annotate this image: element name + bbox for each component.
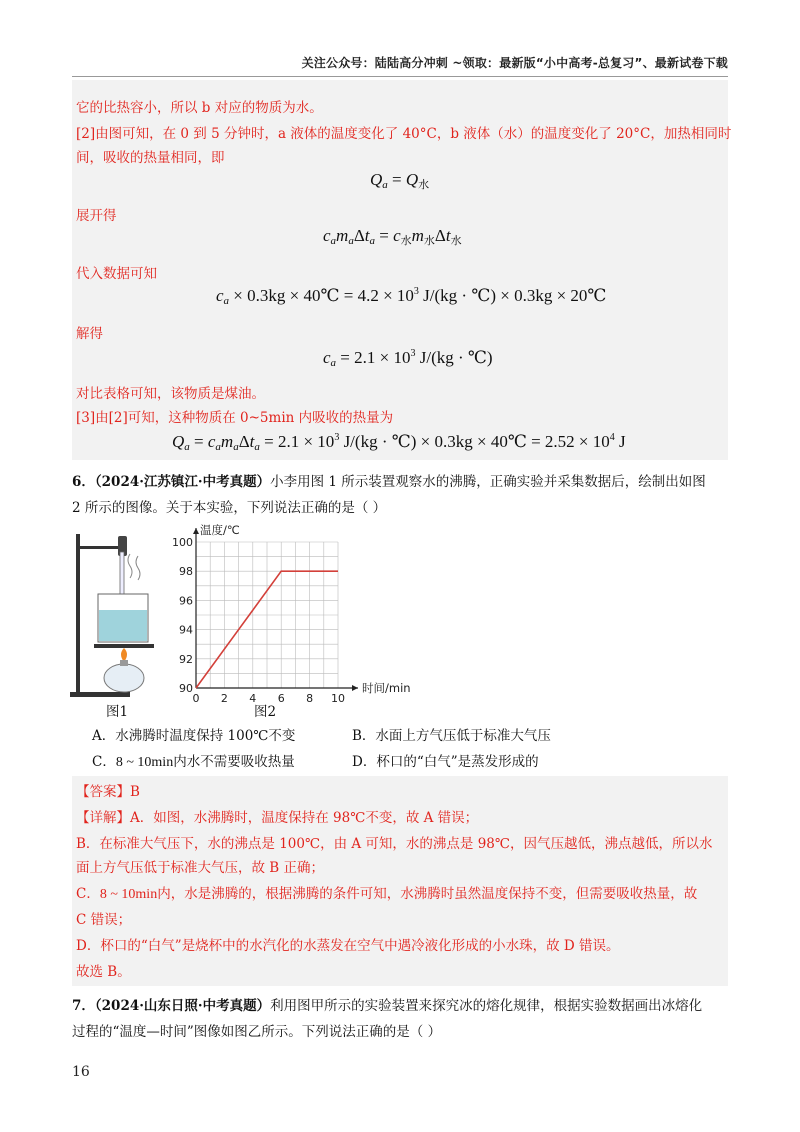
x-axis-arrow	[352, 685, 358, 691]
question-6-stem-line-1	[72, 470, 706, 490]
detail-line-b1: B．在标准大气压下，水的沸点是 100℃，由 A 可知，水的沸点是 98℃，因气压越低，沸点越低，所以水	[76, 836, 713, 852]
answer-line-7: 对比表格可知，该物质是煤油。	[76, 386, 265, 402]
equation-2: $c_am_a\Delta t_a = c_水m_水\Delta t_水$	[323, 226, 462, 247]
clamp-arm	[78, 546, 124, 549]
x-tick-label: 4	[249, 692, 257, 705]
detail-line-c1	[76, 882, 697, 903]
question-6-stem-line-2: 2 所示的图像。关于本实验，下列说法正确的是（ ）	[72, 500, 387, 516]
detail-line-c2: C 错误；	[76, 912, 132, 928]
x-tick-label: 2	[220, 692, 228, 705]
question-text: 利用图甲所示的实验装置来探究冰的熔化规律，根据实验数据画出冰熔化	[270, 998, 703, 1014]
figure-1-label: 图1	[106, 704, 129, 720]
answer-line-6: 解得	[76, 326, 103, 342]
option-c-range: 8 ~ 10min	[115, 755, 174, 770]
answer-line-2: [2]由图可知，在 0 到 5 分钟时，a 液体的温度变化了 40°C，b 液体（水）的温度变化了 20°C，加热相同时	[76, 126, 732, 142]
conclusion-line: 故选 B。	[76, 964, 131, 980]
equation-3: $c_a \times 0.3kg$ × 40℃ = $4.2 \times 10^3$ J/(kg · ℃) × 0.3kg × 20℃	[216, 286, 607, 307]
answer-line-8: [3]由[2]可知，这种物质在 0~5min 内吸收的热量为	[76, 410, 394, 426]
question-text: 小李用图 1 所示装置观察水的沸腾，正确实验并采集数据后，绘制出如图	[270, 474, 706, 490]
page-number: 16	[72, 1064, 90, 1080]
question-7-stem-line-1	[72, 994, 702, 1014]
detail-a-text: A．如图，水沸腾时，温度保持在 98℃不变，故 A 错误；	[130, 810, 479, 826]
option-b[interactable]: B．水面上方气压低于标准大气压	[352, 728, 551, 744]
x-axis-label: 时间/min	[362, 681, 411, 695]
question-7-stem-line-2: 过程的“温度—时间”图像如图乙所示。下列说法正确的是（ ）	[72, 1024, 442, 1040]
y-tick-label: 92	[179, 652, 193, 666]
question-source: （2024·江苏镇江·中考真题）	[94, 474, 271, 490]
page-header: 关注公众号：陆陆高分冲刺 ~领取：最新版“小中高考-总复习”、最新试卷下载	[301, 56, 728, 70]
steam-wisp	[136, 556, 140, 580]
x-tick-label: 10	[331, 692, 345, 705]
detail-line-b2: 面上方气压低于标准大气压，故 B 正确；	[76, 860, 325, 876]
figure-2-label: 图2	[254, 704, 277, 720]
option-a[interactable]: A．水沸腾时温度保持 100℃不变	[92, 728, 296, 744]
x-tick-label: 0	[192, 692, 200, 705]
detail-tag: 【详解】	[76, 810, 130, 826]
question-number: 6．	[72, 474, 95, 490]
detail-line-d: D．杯口的“白气”是烧杯中的水汽化的水蒸发在空气中遇冷液化形成的小水珠，故 D 错误。	[76, 938, 620, 954]
lamp-wick-holder	[120, 660, 128, 666]
option-c-prefix: C．	[92, 754, 116, 770]
detail-c-prefix: C．	[76, 886, 100, 902]
boiling-apparatus-figure	[68, 522, 178, 702]
alcohol-lamp	[104, 664, 144, 692]
equation-1: $Q_a = Q_水$	[370, 170, 430, 191]
stand-rod	[76, 534, 80, 694]
question-number: 7．	[72, 998, 95, 1014]
answer-line-3: 间，吸收的热量相同，即	[76, 150, 225, 166]
detail-line-a	[76, 806, 478, 826]
y-tick-label: 90	[179, 682, 193, 695]
y-axis-arrow	[193, 528, 199, 534]
answer-value: B	[130, 784, 140, 800]
y-axis-label: 温度/℃	[200, 523, 240, 537]
beaker-water	[99, 610, 147, 641]
answer-line	[76, 780, 140, 800]
equation-5: $Q_a = c_am_a\Delta t_a = 2.1 \times 10^3$ J/(kg · ℃) × 0.3kg × 40℃ = $2.52 \times 10^4$ J	[172, 432, 626, 453]
wire-gauze	[94, 644, 154, 648]
equation-4: $c_a = 2.1 \times 10^3$ J/(kg · ℃)	[323, 348, 493, 369]
header-divider	[72, 76, 728, 77]
steam-wisp	[128, 554, 132, 578]
x-tick-label: 8	[306, 692, 314, 705]
answer-line-1: 它的比热容小，所以 b 对应的物质为水。	[76, 100, 323, 116]
option-d[interactable]: D．杯口的“白气”是蒸发形成的	[352, 754, 539, 770]
y-tick-label: 100	[172, 536, 193, 549]
answer-tag: 【答案】	[76, 784, 130, 800]
option-c-text: 内水不需要吸收热量	[173, 754, 295, 770]
x-tick-label: 6	[277, 692, 285, 705]
answer-line-4: 展开得	[76, 208, 117, 224]
answer-line-5: 代入数据可知	[76, 266, 157, 282]
y-tick-label: 98	[179, 565, 193, 579]
question-source: （2024·山东日照·中考真题）	[94, 998, 271, 1014]
flame	[121, 648, 127, 662]
temperature-time-chart	[172, 522, 430, 707]
option-c[interactable]	[92, 750, 295, 771]
y-tick-label: 94	[179, 623, 193, 637]
y-tick-label: 96	[179, 594, 193, 608]
detail-c-range: 8 ~ 10min	[99, 887, 158, 902]
detail-c-text: 内，水是沸腾的，根据沸腾的条件可知，水沸腾时虽然温度保持不变，但需要吸收热量，故	[157, 886, 698, 902]
